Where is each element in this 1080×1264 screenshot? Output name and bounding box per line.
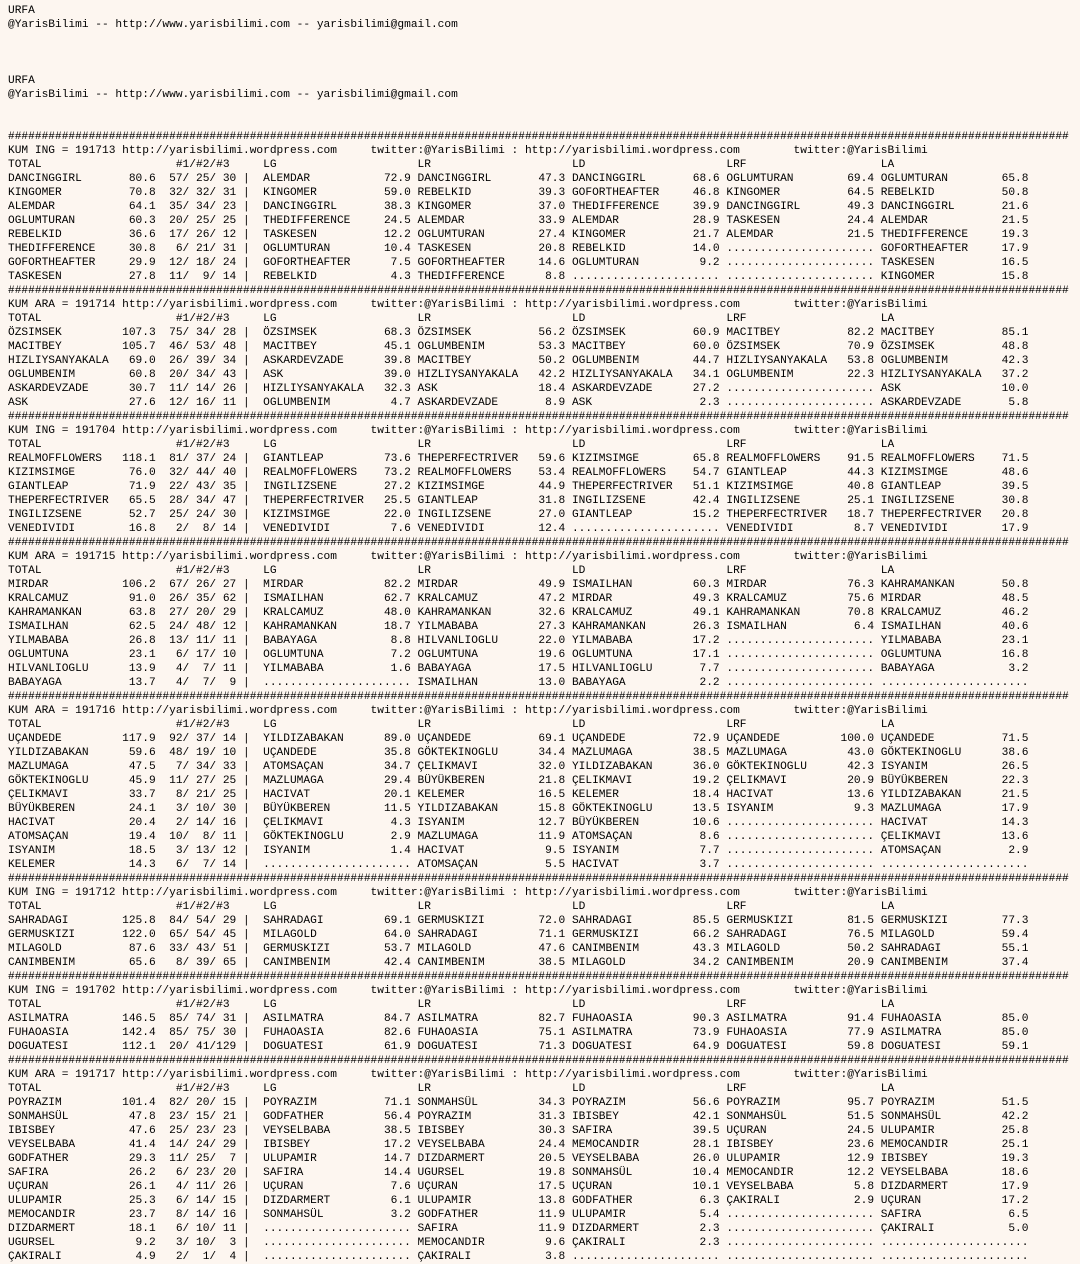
- column-header-line: TOTAL #1/#2/#3 LG LR LD LRF LA: [8, 719, 895, 731]
- result-row: ASILMATRA 146.5 85/ 74/ 31 | ASILMATRA 84.7 ASILMATRA 82.7 FUHAOASIA 90.3 ASILMATRA 91.4 FUHAOASIA 85.0: [8, 1013, 1029, 1025]
- separator-line: ##############################################################################################################################################################: [8, 1055, 1069, 1067]
- result-row: BABAYAGA 13.7 4/ 7/ 9 | ...................... ISMAILHAN 13.0 BABAYAGA 2.2 ...................... ......................: [8, 677, 1029, 689]
- column-header-line: TOTAL #1/#2/#3 LG LR LD LRF LA: [8, 999, 895, 1011]
- blank-line: [8, 46, 1080, 60]
- title-line: URFA: [8, 75, 35, 87]
- result-row: KAHRAMANKAN 63.8 27/ 20/ 29 | KRALCAMUZ 48.0 KAHRAMANKAN 32.6 KRALCAMUZ 49.1 KAHRAMANKAN 70.8 KRALCAMUZ 46.2: [8, 607, 1029, 619]
- race-header-line: KUM ARA = 191714 http://yarisbilimi.wordpress.com twitter:@YarisBilimi : http://yarisbilimi.wordpress.com twitter:@YarisBilimi: [8, 299, 928, 311]
- separator-line: ##############################################################################################################################################################: [8, 537, 1069, 549]
- result-row: ASKARDEVZADE 30.7 11/ 14/ 26 | HIZLIYSANYAKALA 32.3 ASK 18.4 ASKARDEVZADE 27.2 ...................... ASK 10.0: [8, 383, 1029, 395]
- separator-line: ##############################################################################################################################################################: [8, 691, 1069, 703]
- result-row: REBELKID 36.6 17/ 26/ 12 | TASKESEN 12.2 OGLUMTURAN 27.4 KINGOMER 21.7 ALEMDAR 21.5 THEDIFFERENCE 19.3: [8, 229, 1029, 241]
- result-row: FUHAOASIA 142.4 85/ 75/ 30 | FUHAOASIA 82.6 FUHAOASIA 75.1 ASILMATRA 73.9 FUHAOASIA 77.9 ASILMATRA 85.0: [8, 1027, 1029, 1039]
- result-row: KIZIMSIMGE 76.0 32/ 44/ 40 | REALMOFFLOWERS 73.2 REALMOFFLOWERS 53.4 REALMOFFLOWERS 54.7 GIANTLEAP 44.3 KIZIMSIMGE 48.6: [8, 467, 1029, 479]
- result-row: OGLUMBENIM 60.8 20/ 34/ 43 | ASK 39.0 HIZLIYSANYAKALA 42.2 HIZLIYSANYAKALA 34.1 OGLUMBENIM 22.3 HIZLIYSANYAKALA 37.2: [8, 369, 1029, 381]
- blank-line: [8, 32, 1080, 46]
- result-row: REALMOFFLOWERS 118.1 81/ 37/ 24 | GIANTLEAP 73.6 THEPERFECTRIVER 59.6 KIZIMSIMGE 65.8 REALMOFFLOWERS 91.5 REALMOFFLOWERS 71.5: [8, 453, 1029, 465]
- result-row: THEDIFFERENCE 30.8 6/ 21/ 31 | OGLUMTURAN 10.4 TASKESEN 20.8 REBELKID 14.0 ...................... GOFORTHEAFTER 17.9: [8, 243, 1029, 255]
- result-row: IBISBEY 47.6 25/ 23/ 23 | VEYSELBABA 38.5 IBISBEY 30.3 SAFIRA 39.5 UÇURAN 24.5 ULUPAMIR 25.8: [8, 1125, 1029, 1137]
- separator-line: ##############################################################################################################################################################: [8, 971, 1069, 983]
- title-line: URFA: [8, 5, 35, 17]
- result-row: MAZLUMAGA 47.5 7/ 34/ 33 | ATOMSAÇAN 34.7 ÇELIKMAVI 32.0 YILDIZABAKAN 36.0 GÖKTEKINOGLU 42.3 ISYANIM 26.5: [8, 761, 1029, 773]
- result-row: HILVANLIOGLU 13.9 4/ 7/ 11 | YILMABABA 1.6 BABAYAGA 17.5 HILVANLIOGLU 7.7 ...................... BABAYAGA 3.2: [8, 663, 1029, 675]
- separator-line: ##############################################################################################################################################################: [8, 131, 1069, 143]
- column-header-line: TOTAL #1/#2/#3 LG LR LD LRF LA: [8, 439, 895, 451]
- race-header-line: KUM ARA = 191717 http://yarisbilimi.wordpress.com twitter:@YarisBilimi : http://yarisbilimi.wordpress.com twitter:@YarisBilimi: [8, 1069, 928, 1081]
- result-row: OGLUMTURAN 60.3 20/ 25/ 25 | THEDIFFERENCE 24.5 ALEMDAR 33.9 ALEMDAR 28.9 TASKESEN 24.4 ALEMDAR 21.5: [8, 215, 1029, 227]
- contact-line: @YarisBilimi -- http://www.yarisbilimi.com -- yarisbilimi@gmail.com: [8, 89, 458, 101]
- result-row: YILMABABA 26.8 13/ 11/ 11 | BABAYAGA 8.8 HILVANLIOGLU 22.0 YILMABABA 17.2 ...................... YILMABABA 23.1: [8, 635, 1029, 647]
- column-header-line: TOTAL #1/#2/#3 LG LR LD LRF LA: [8, 901, 895, 913]
- result-row: GERMUSKIZI 122.0 65/ 54/ 45 | MILAGOLD 64.0 SAHRADAGI 71.1 GERMUSKIZI 66.2 SAHRADAGI 76.5 MILAGOLD 59.4: [8, 929, 1029, 941]
- result-row: HACIVAT 20.4 2/ 14/ 16 | ÇELIKMAVI 4.3 ISYANIM 12.7 BÜYÜKBEREN 10.6 ...................... HACIVAT 14.3: [8, 817, 1029, 829]
- result-row: MIRDAR 106.2 67/ 26/ 27 | MIRDAR 82.2 MIRDAR 49.9 ISMAILHAN 60.3 MIRDAR 76.3 KAHRAMANKAN 50.8: [8, 579, 1029, 591]
- result-row: DOGUATESI 112.1 20/ 41/129 | DOGUATESI 61.9 DOGUATESI 71.3 DOGUATESI 64.9 DOGUATESI 59.8 DOGUATESI 59.1: [8, 1041, 1029, 1053]
- result-row: YILDIZABAKAN 59.6 48/ 19/ 10 | UÇANDEDE 35.8 GÖKTEKINOGLU 34.4 MAZLUMAGA 38.5 MAZLUMAGA 43.0 GÖKTEKINOGLU 38.6: [8, 747, 1029, 759]
- race-header-line: KUM ING = 191704 http://yarisbilimi.wordpress.com twitter:@YarisBilimi : http://yarisbilimi.wordpress.com twitter:@YarisBilimi: [8, 425, 928, 437]
- result-row: ISMAILHAN 62.5 24/ 48/ 12 | KAHRAMANKAN 18.7 YILMABABA 27.3 KAHRAMANKAN 26.3 ISMAILHAN 6.4 ISMAILHAN 40.6: [8, 621, 1029, 633]
- result-row: GOFORTHEAFTER 29.9 12/ 18/ 24 | GOFORTHEAFTER 7.5 GOFORTHEAFTER 14.6 OGLUMTURAN 9.2 ...................... TASKESEN 16.5: [8, 257, 1029, 269]
- race-header-line: KUM ARA = 191716 http://yarisbilimi.wordpress.com twitter:@YarisBilimi : http://yarisbilimi.wordpress.com twitter:@YarisBilimi: [8, 705, 928, 717]
- result-row: KINGOMER 70.8 32/ 32/ 31 | KINGOMER 59.0 REBELKID 39.3 GOFORTHEAFTER 46.8 KINGOMER 64.5 REBELKID 50.8: [8, 187, 1029, 199]
- result-row: POYRAZIM 101.4 82/ 20/ 15 | POYRAZIM 71.1 SONMAHSÜL 34.3 POYRAZIM 56.6 POYRAZIM 95.7 POYRAZIM 51.5: [8, 1097, 1029, 1109]
- result-row: OGLUMTUNA 23.1 6/ 17/ 10 | OGLUMTUNA 7.2 OGLUMTUNA 19.6 OGLUMTUNA 17.1 ...................... OGLUMTUNA 16.8: [8, 649, 1029, 661]
- result-row: VEYSELBABA 41.4 14/ 24/ 29 | IBISBEY 17.2 VEYSELBABA 24.4 MEMOCANDIR 28.1 IBISBEY 23.6 MEMOCANDIR 25.1: [8, 1139, 1029, 1151]
- result-row: ÇELIKMAVI 33.7 8/ 21/ 25 | HACIVAT 20.1 KELEMER 16.5 KELEMER 18.4 HACIVAT 13.6 YILDIZABAKAN 21.5: [8, 789, 1029, 801]
- separator-line: ##############################################################################################################################################################: [8, 285, 1069, 297]
- separator-line: ##############################################################################################################################################################: [8, 873, 1069, 885]
- result-row: HIZLIYSANYAKALA 69.0 26/ 39/ 34 | ASKARDEVZADE 39.8 MACITBEY 50.2 OGLUMBENIM 44.7 HIZLIYSANYAKALA 53.8 OGLUMBENIM 42.3: [8, 355, 1029, 367]
- result-row: VENEDIVIDI 16.8 2/ 8/ 14 | VENEDIVIDI 7.6 VENEDIVIDI 12.4 ...................... VENEDIVIDI 8.7 VENEDIVIDI 17.9: [8, 523, 1029, 535]
- result-row: ÇAKIRALI 4.9 2/ 1/ 4 | ...................... ÇAKIRALI 3.8 ...................... ...................... ......................: [8, 1251, 1029, 1263]
- blank-line: [8, 102, 1080, 116]
- column-header-line: TOTAL #1/#2/#3 LG LR LD LRF LA: [8, 565, 895, 577]
- blank-line: [8, 116, 1080, 130]
- result-row: ASK 27.6 12/ 16/ 11 | OGLUMBENIM 4.7 ASKARDEVZADE 8.9 ASK 2.3 ...................... ASKARDEVZADE 5.8: [8, 397, 1029, 409]
- result-row: MILAGOLD 87.6 33/ 43/ 51 | GERMUSKIZI 53.7 MILAGOLD 47.6 CANIMBENIM 43.3 MILAGOLD 50.2 SAHRADAGI 55.1: [8, 943, 1029, 955]
- result-row: CANIMBENIM 65.6 8/ 39/ 65 | CANIMBENIM 42.4 CANIMBENIM 38.5 MILAGOLD 34.2 CANIMBENIM 20.9 CANIMBENIM 37.4: [8, 957, 1029, 969]
- result-row: MACITBEY 105.7 46/ 53/ 48 | MACITBEY 45.1 OGLUMBENIM 53.3 MACITBEY 60.0 ÖZSIMSEK 70.9 ÖZSIMSEK 48.8: [8, 341, 1029, 353]
- result-row: ATOMSAÇAN 19.4 10/ 8/ 11 | GÖKTEKINOGLU 2.9 MAZLUMAGA 11.9 ATOMSAÇAN 8.6 ...................... ÇELIKMAVI 13.6: [8, 831, 1029, 843]
- column-header-line: TOTAL #1/#2/#3 LG LR LD LRF LA: [8, 159, 895, 171]
- result-row: ALEMDAR 64.1 35/ 34/ 23 | DANCINGGIRL 38.3 KINGOMER 37.0 THEDIFFERENCE 39.9 DANCINGGIRL 49.3 DANCINGGIRL 21.6: [8, 201, 1029, 213]
- race-header-line: KUM ING = 191712 http://yarisbilimi.wordpress.com twitter:@YarisBilimi : http://yarisbilimi.wordpress.com twitter:@YarisBilimi: [8, 887, 928, 899]
- result-row: GIANTLEAP 71.9 22/ 43/ 35 | INGILIZSENE 27.2 KIZIMSIMGE 44.9 THEPERFECTRIVER 51.1 KIZIMSIMGE 40.8 GIANTLEAP 39.5: [8, 481, 1029, 493]
- result-row: ISYANIM 18.5 3/ 13/ 12 | ISYANIM 1.4 HACIVAT 9.5 ISYANIM 7.7 ...................... ATOMSAÇAN 2.9: [8, 845, 1029, 857]
- race-header-line: KUM ING = 191702 http://yarisbilimi.wordpress.com twitter:@YarisBilimi : http://yarisbilimi.wordpress.com twitter:@YarisBilimi: [8, 985, 928, 997]
- result-row: TASKESEN 27.8 11/ 9/ 14 | REBELKID 4.3 THEDIFFERENCE 8.8 ...................... ...................... KINGOMER 15.8: [8, 271, 1029, 283]
- result-row: KELEMER 14.3 6/ 7/ 14 | ...................... ATOMSAÇAN 5.5 HACIVAT 3.7 ...................... ......................: [8, 859, 1029, 871]
- result-row: INGILIZSENE 52.7 25/ 24/ 30 | KIZIMSIMGE 22.0 INGILIZSENE 27.0 GIANTLEAP 15.2 THEPERFECTRIVER 18.7 THEPERFECTRIVER 20.8: [8, 509, 1029, 521]
- result-row: THEPERFECTRIVER 65.5 28/ 34/ 47 | THEPERFECTRIVER 25.5 GIANTLEAP 31.8 INGILIZSENE 42.4 INGILIZSENE 25.1 INGILIZSENE 30.8: [8, 495, 1029, 507]
- result-row: SONMAHSÜL 47.8 23/ 15/ 21 | GODFATHER 56.4 POYRAZIM 31.3 IBISBEY 42.1 SONMAHSÜL 51.5 SONMAHSÜL 42.2: [8, 1111, 1029, 1123]
- contact-line: @YarisBilimi -- http://www.yarisbilimi.com -- yarisbilimi@gmail.com: [8, 19, 458, 31]
- race-header-line: KUM ARA = 191715 http://yarisbilimi.wordpress.com twitter:@YarisBilimi : http://yarisbilimi.wordpress.com twitter:@YarisBilimi: [8, 551, 928, 563]
- separator-line: ##############################################################################################################################################################: [8, 411, 1069, 423]
- blank-line: [8, 60, 1080, 74]
- result-row: UÇANDEDE 117.9 92/ 37/ 14 | YILDIZABAKAN 89.0 UÇANDEDE 69.1 UÇANDEDE 72.9 UÇANDEDE 100.0 UÇANDEDE 71.5: [8, 733, 1029, 745]
- result-row: UGURSEL 9.2 3/ 10/ 3 | ...................... MEMOCANDIR 9.6 ÇAKIRALI 2.3 ...................... ......................: [8, 1237, 1029, 1249]
- result-row: ÖZSIMSEK 107.3 75/ 34/ 28 | ÖZSIMSEK 68.3 ÖZSIMSEK 56.2 ÖZSIMSEK 60.9 MACITBEY 82.2 MACITBEY 85.1: [8, 327, 1029, 339]
- result-row: SAFIRA 26.2 6/ 23/ 20 | SAFIRA 14.4 UGURSEL 19.8 SONMAHSÜL 10.4 MEMOCANDIR 12.2 VEYSELBABA 18.6: [8, 1167, 1029, 1179]
- column-header-line: TOTAL #1/#2/#3 LG LR LD LRF LA: [8, 313, 895, 325]
- result-row: SAHRADAGI 125.8 84/ 54/ 29 | SAHRADAGI 69.1 GERMUSKIZI 72.0 SAHRADAGI 85.5 GERMUSKIZI 81.5 GERMUSKIZI 77.3: [8, 915, 1029, 927]
- race-header-line: KUM ING = 191713 http://yarisbilimi.wordpress.com twitter:@YarisBilimi : http://yarisbilimi.wordpress.com twitter:@YarisBilimi: [8, 145, 928, 157]
- result-row: DIZDARMERT 18.1 6/ 10/ 11 | ...................... SAFIRA 11.9 DIZDARMERT 2.3 ...................... ÇAKIRALI 5.0: [8, 1223, 1029, 1235]
- result-row: MEMOCANDIR 23.7 8/ 14/ 16 | SONMAHSÜL 3.2 GODFATHER 11.9 ULUPAMIR 5.4 ...................... SAFIRA 6.5: [8, 1209, 1029, 1221]
- column-header-line: TOTAL #1/#2/#3 LG LR LD LRF LA: [8, 1083, 895, 1095]
- result-row: ULUPAMIR 25.3 6/ 14/ 15 | DIZDARMERT 6.1 ULUPAMIR 13.8 GODFATHER 6.3 ÇAKIRALI 2.9 UÇURAN 17.2: [8, 1195, 1029, 1207]
- result-row: DANCINGGIRL 80.6 57/ 25/ 30 | ALEMDAR 72.9 DANCINGGIRL 47.3 DANCINGGIRL 68.6 OGLUMTURAN 69.4 OGLUMTURAN 65.8: [8, 173, 1029, 185]
- result-row: GODFATHER 29.3 11/ 25/ 7 | ULUPAMIR 14.7 DIZDARMERT 20.5 VEYSELBABA 26.0 ULUPAMIR 12.9 IBISBEY 19.3: [8, 1153, 1029, 1165]
- result-row: GÖKTEKINOGLU 45.9 11/ 27/ 25 | MAZLUMAGA 29.4 BÜYÜKBEREN 21.8 ÇELIKMAVI 19.2 ÇELIKMAVI 20.9 BÜYÜKBEREN 22.3: [8, 775, 1029, 787]
- result-row: UÇURAN 26.1 4/ 11/ 26 | UÇURAN 7.6 UÇURAN 17.5 UÇURAN 10.1 VEYSELBABA 5.8 DIZDARMERT 17.9: [8, 1181, 1029, 1193]
- result-row: KRALCAMUZ 91.0 26/ 35/ 62 | ISMAILHAN 62.7 KRALCAMUZ 47.2 MIRDAR 49.3 KRALCAMUZ 75.6 MIRDAR 48.5: [8, 593, 1029, 605]
- result-row: BÜYÜKBEREN 24.1 3/ 10/ 30 | BÜYÜKBEREN 11.5 YILDIZABAKAN 15.8 GÖKTEKINOGLU 13.5 ISYANIM 9.3 MAZLUMAGA 17.9: [8, 803, 1029, 815]
